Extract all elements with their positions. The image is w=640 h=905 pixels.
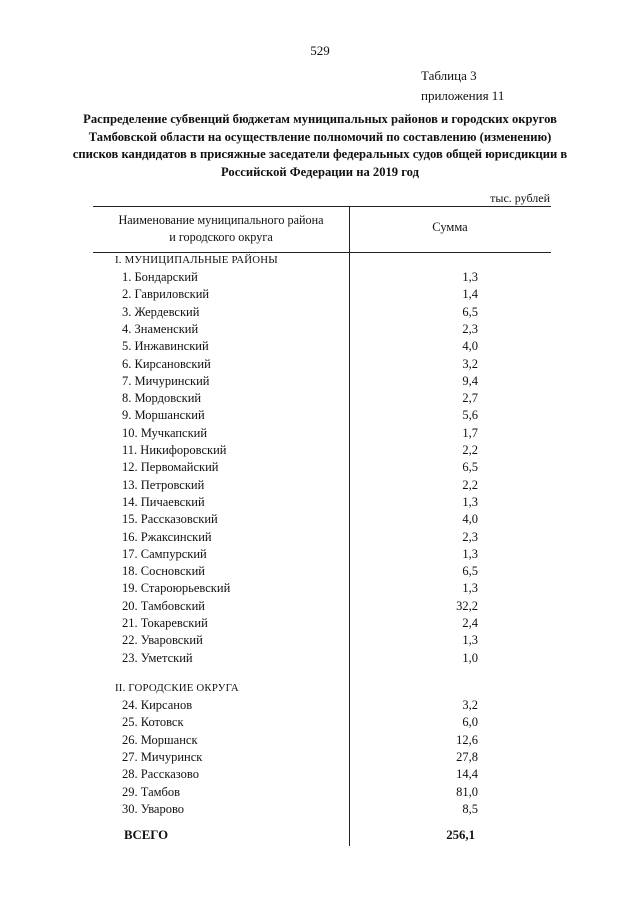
row-name: 7. Мичуринский [122, 373, 210, 388]
row-name: 30. Уварово [122, 801, 185, 816]
row-name: 10. Мучкапский [122, 425, 208, 440]
row-name: 17. Сампурский [122, 546, 207, 561]
row-name: 18. Сосновский [122, 564, 205, 579]
row-value: 32,2 [456, 598, 478, 613]
row-name: 5. Инжавинский [122, 339, 209, 354]
table-row [122, 391, 478, 408]
table-row [122, 357, 478, 374]
table-header [93, 206, 551, 253]
row-value: 3,2 [462, 356, 478, 371]
row-value: 1,7 [462, 425, 478, 440]
row-name: 25. Котовск [122, 715, 184, 730]
row-value: 6,5 [462, 304, 478, 319]
table-row [122, 616, 478, 633]
table-row [122, 750, 478, 767]
row-value: 2,3 [462, 529, 478, 544]
table-row [122, 460, 478, 477]
row-value: 14,4 [456, 767, 478, 782]
row-value: 2,4 [462, 616, 478, 630]
table-row [122, 767, 478, 784]
row-value: 4,0 [462, 339, 478, 354]
table-row [122, 715, 478, 732]
table-row [122, 733, 478, 750]
table-row [122, 599, 478, 616]
table-row [122, 785, 478, 802]
header-sum-column: Сумма [432, 220, 468, 234]
table-row [122, 530, 478, 547]
table-row [122, 374, 478, 391]
row-value: 27,8 [456, 749, 478, 764]
appendix-line-1: Таблица 3 [421, 68, 477, 83]
row-value: 9,4 [462, 373, 478, 388]
appendix-reference [421, 66, 504, 106]
table-row [122, 287, 478, 304]
row-name: 3. Жердевский [122, 304, 200, 319]
row-name: 28. Рассказово [122, 767, 199, 782]
row-value: 1,3 [462, 546, 478, 561]
row-name: 26. Моршанск [122, 732, 198, 747]
row-name: 9. Моршанский [122, 408, 205, 423]
row-value: 1,3 [462, 494, 478, 509]
table-row [122, 426, 478, 443]
row-name: 29. Тамбов [122, 784, 181, 799]
row-value: 1,0 [462, 650, 478, 665]
appendix-line-2: приложения 11 [421, 88, 505, 103]
row-value: 12,6 [456, 732, 478, 747]
row-value: 1,3 [462, 581, 478, 596]
table-row [122, 547, 478, 564]
table-row [122, 270, 478, 287]
row-value: 3,2 [462, 698, 478, 712]
table-row [122, 564, 478, 581]
header-name-line-2: и городского округа [169, 230, 273, 244]
row-name: 12. Первомайский [122, 460, 219, 475]
table-row [122, 443, 478, 460]
table-row [122, 512, 478, 529]
page-number: 529 [310, 43, 330, 58]
row-name: 8. Мордовский [122, 391, 202, 406]
table-row [122, 633, 478, 650]
table-row [122, 478, 478, 495]
row-name: 19. Староюрьевский [122, 581, 231, 596]
allocation-table [93, 206, 551, 253]
row-name: 27. Мичуринск [122, 749, 203, 764]
row-name: 13. Петровский [122, 477, 205, 492]
row-value: 1,3 [462, 270, 478, 284]
row-value: 2,3 [462, 321, 478, 336]
row-value: 6,5 [462, 564, 478, 579]
row-name: 14. Пичаевский [122, 494, 205, 509]
table-row [122, 802, 478, 819]
row-name: 21. Токаревский [122, 616, 208, 630]
row-name: 24. Кирсанов [122, 698, 193, 712]
row-name: 1. Бондарский [122, 270, 198, 284]
row-name: 2. Гавриловский [122, 287, 210, 302]
row-name: 6. Кирсановский [122, 356, 211, 371]
header-name-column [93, 212, 349, 246]
table-row [122, 698, 478, 715]
row-value: 6,5 [462, 460, 478, 475]
total-label: ВСЕГО [124, 828, 169, 842]
row-name: 20. Тамбовский [122, 598, 205, 613]
row-value: 8,5 [462, 801, 478, 816]
section-title: II. ГОРОДСКИЕ ОКРУГА [115, 682, 239, 694]
units-label: тыс. рублей [490, 191, 550, 205]
row-name: 15. Рассказовский [122, 512, 218, 527]
total-value: 256,1 [446, 828, 475, 842]
section-title: I. МУНИЦИПАЛЬНЫЕ РАЙОНЫ [115, 254, 278, 266]
row-value: 1,4 [462, 287, 478, 302]
row-value: 5,6 [462, 408, 478, 423]
table-row [122, 651, 478, 668]
table-row [122, 322, 478, 339]
row-name: 16. Ржаксинский [122, 529, 212, 544]
row-name: 11. Никифоровский [122, 443, 227, 457]
table-row [122, 495, 478, 512]
document-title: Распределение субвенций бюджетам муниципальных районов и городских округов Тамбовской области на осуществление полномочий по составлению (изменению) списков кандидатов в присяжные заседатели федеральных судов общей юрисдикции в Российской Федерации на 2019 год [72, 112, 568, 179]
row-value: 4,0 [462, 512, 478, 527]
row-name: 23. Уметский [122, 650, 193, 665]
row-value: 2,7 [462, 391, 478, 406]
table-row [122, 339, 478, 356]
table-row [122, 408, 478, 425]
row-value: 2,2 [462, 477, 478, 492]
row-value: 2,2 [462, 443, 478, 457]
row-value: 81,0 [456, 784, 478, 799]
row-value: 6,0 [462, 715, 478, 730]
header-name-line-1: Наименование муниципального района [118, 213, 324, 227]
row-name: 22. Уваровский [122, 633, 203, 648]
table-row [122, 305, 478, 322]
row-value: 1,3 [462, 633, 478, 648]
row-name: 4. Знаменский [122, 321, 199, 336]
table-row [122, 581, 478, 598]
